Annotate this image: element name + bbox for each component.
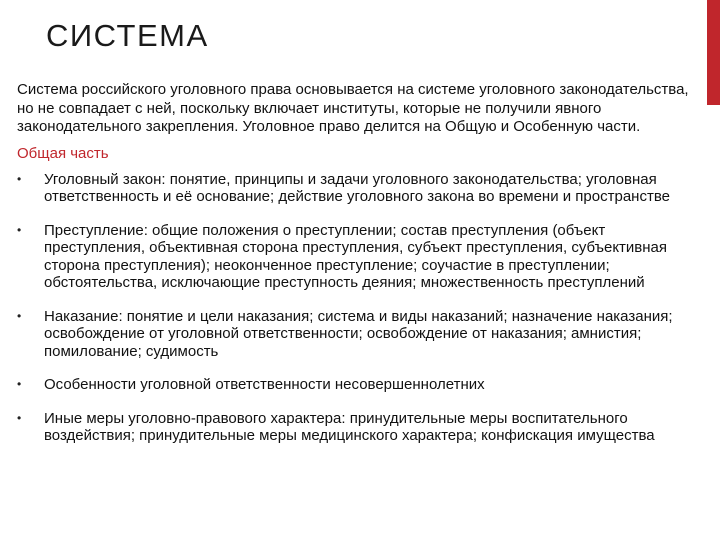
section-heading: Общая часть xyxy=(17,144,109,162)
bullet-icon: • xyxy=(17,308,22,323)
slide-content xyxy=(17,81,703,461)
slide-title: СИСТЕМА xyxy=(46,18,209,53)
list-item xyxy=(17,376,703,394)
accent-bar xyxy=(707,0,720,105)
list-item-text: Иные меры уголовно-правового характера: принудительные меры воспитательного воздействия; принудительные меры медицинского характера; конфискация имущества xyxy=(44,409,655,444)
list-item xyxy=(17,410,703,445)
list-item-text: Наказание: понятие и цели наказания; система и виды наказаний; назначение наказания; освобождение от уголовной ответственности; освобождение от наказания; амнистия; помилование; судимость xyxy=(44,307,673,360)
list-item-text: Преступление: общие положения о преступлении; состав преступления (объект преступления, объективная сторона преступления, субъект преступления, субъективная сторона преступления); неоконченное преступление; соучастие в преступлении; обстоятельства, исключающие преступность деяния; множественность преступлений xyxy=(44,221,668,291)
list-item xyxy=(17,222,703,292)
bullet-icon: • xyxy=(17,222,22,237)
list-item-text: Уголовный закон: понятие, принципы и задачи уголовного законодательства; уголовная ответственность и её основание; действие уголовного закона во времени и пространстве xyxy=(44,170,670,205)
intro-paragraph: Система российского уголовного права основывается на системе уголовного законодательства, но не совпадает с ней, поскольку включает институты, которые не получили явного законодательного закрепления. Уголовное право делится на Общую и Особенную части. xyxy=(17,81,689,135)
bullet-icon: • xyxy=(17,171,22,186)
list-item-text: Особенности уголовной ответственности несовершеннолетних xyxy=(44,376,485,393)
list-item xyxy=(17,171,703,206)
bullet-icon: • xyxy=(17,410,22,425)
topic-list xyxy=(17,171,703,445)
bullet-icon: • xyxy=(17,377,22,391)
list-item xyxy=(17,308,703,361)
